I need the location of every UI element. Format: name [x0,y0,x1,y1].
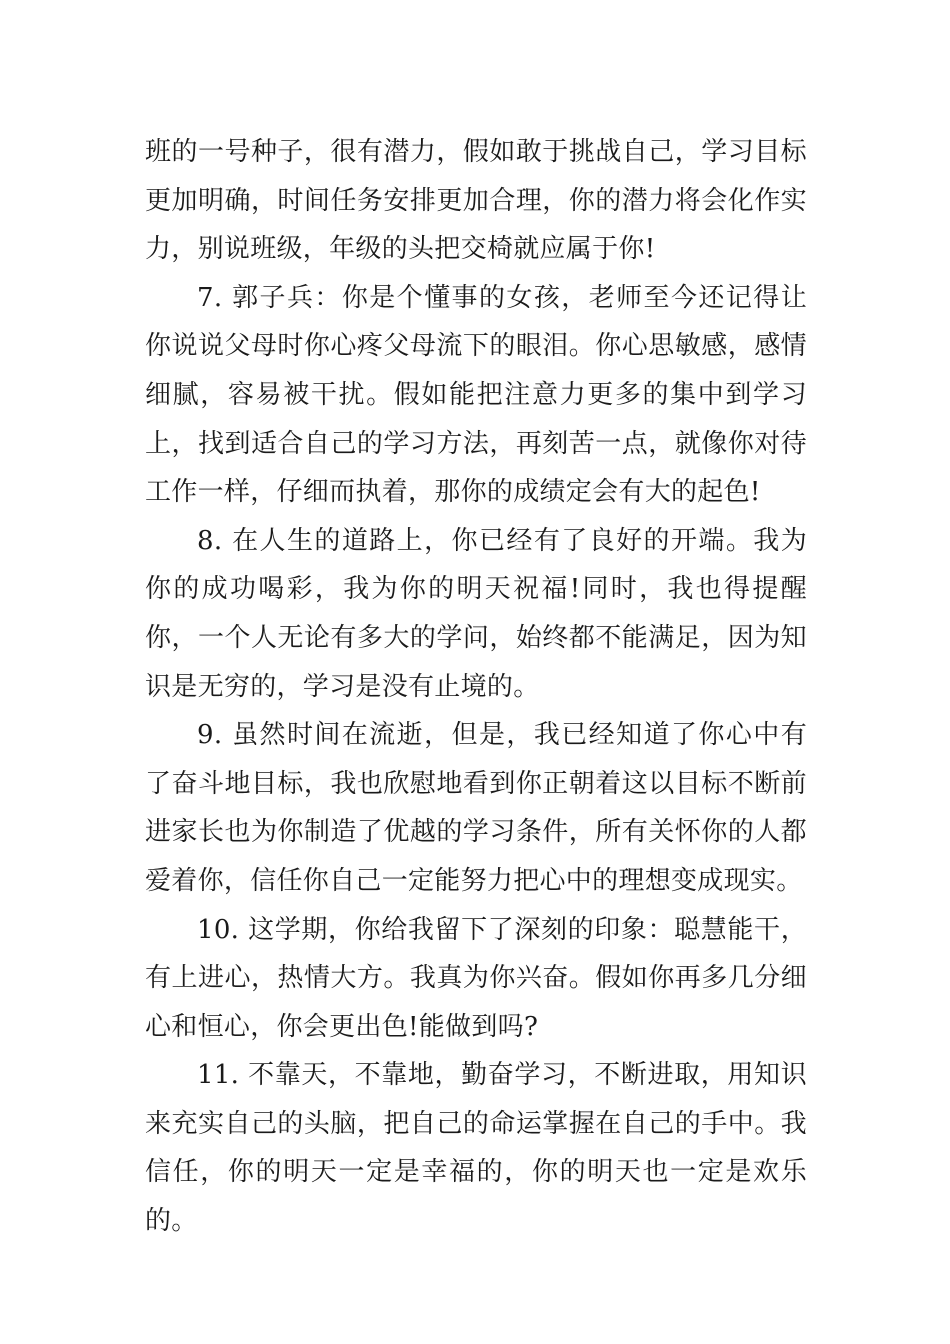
paragraph-continuation: 班的一号种子，很有潜力，假如敢于挑战自己，学习目标更加明确，时间任务安排更加合理，你的潜力将会化作实力，别说班级，年级的头把交椅就应属于你! [145,137,807,265]
paragraph-item-11: 11. 不靠天，不靠地，勤奋学习，不断进取，用知识来充实自己的头脑，把自己的命运掌握在自己的手中。我信任，你的明天一定是幸福的，你的明天也一定是欢乐的。 [145,1060,807,1237]
paragraph-item-8: 8. 在人生的道路上，你已经有了良好的开端。我为你的成功喝彩，我为你的明天祝福!同时，我也得提醒你，一个人无论有多大的学问，始终都不能满足，因为知识是无穷的，学习是没有止境的。 [145,525,807,702]
paragraph-item-10: 10. 这学期，你给我留下了深刻的印象：聪慧能干，有上进心，热情大方。我真为你兴奋。假如你再多几分细心和恒心，你会更出色!能做到吗? [145,914,807,1042]
paragraph-item-9: 9. 虽然时间在流逝，但是，我已经知道了你心中有了奋斗地目标，我也欣慰地看到你正朝着这以目标不断前进家长也为你制造了优越的学习条件，所有关怀你的人都爱着你，信任你自己一定能努力把心中的理想变成现实。 [145,720,807,896]
paragraph-item-7: 7. 郭子兵：你是个懂事的女孩，老师至今还记得让你说说父母时你心疼父母流下的眼泪。你心思敏感，感情细腻，容易被干扰。假如能把注意力更多的集中到学习上，找到适合自己的学习方法，再刻苦一点，就像你对待工作一样，仔细而执着，那你的成绩定会有大的起色! [145,282,807,508]
document-body [145,128,807,1246]
